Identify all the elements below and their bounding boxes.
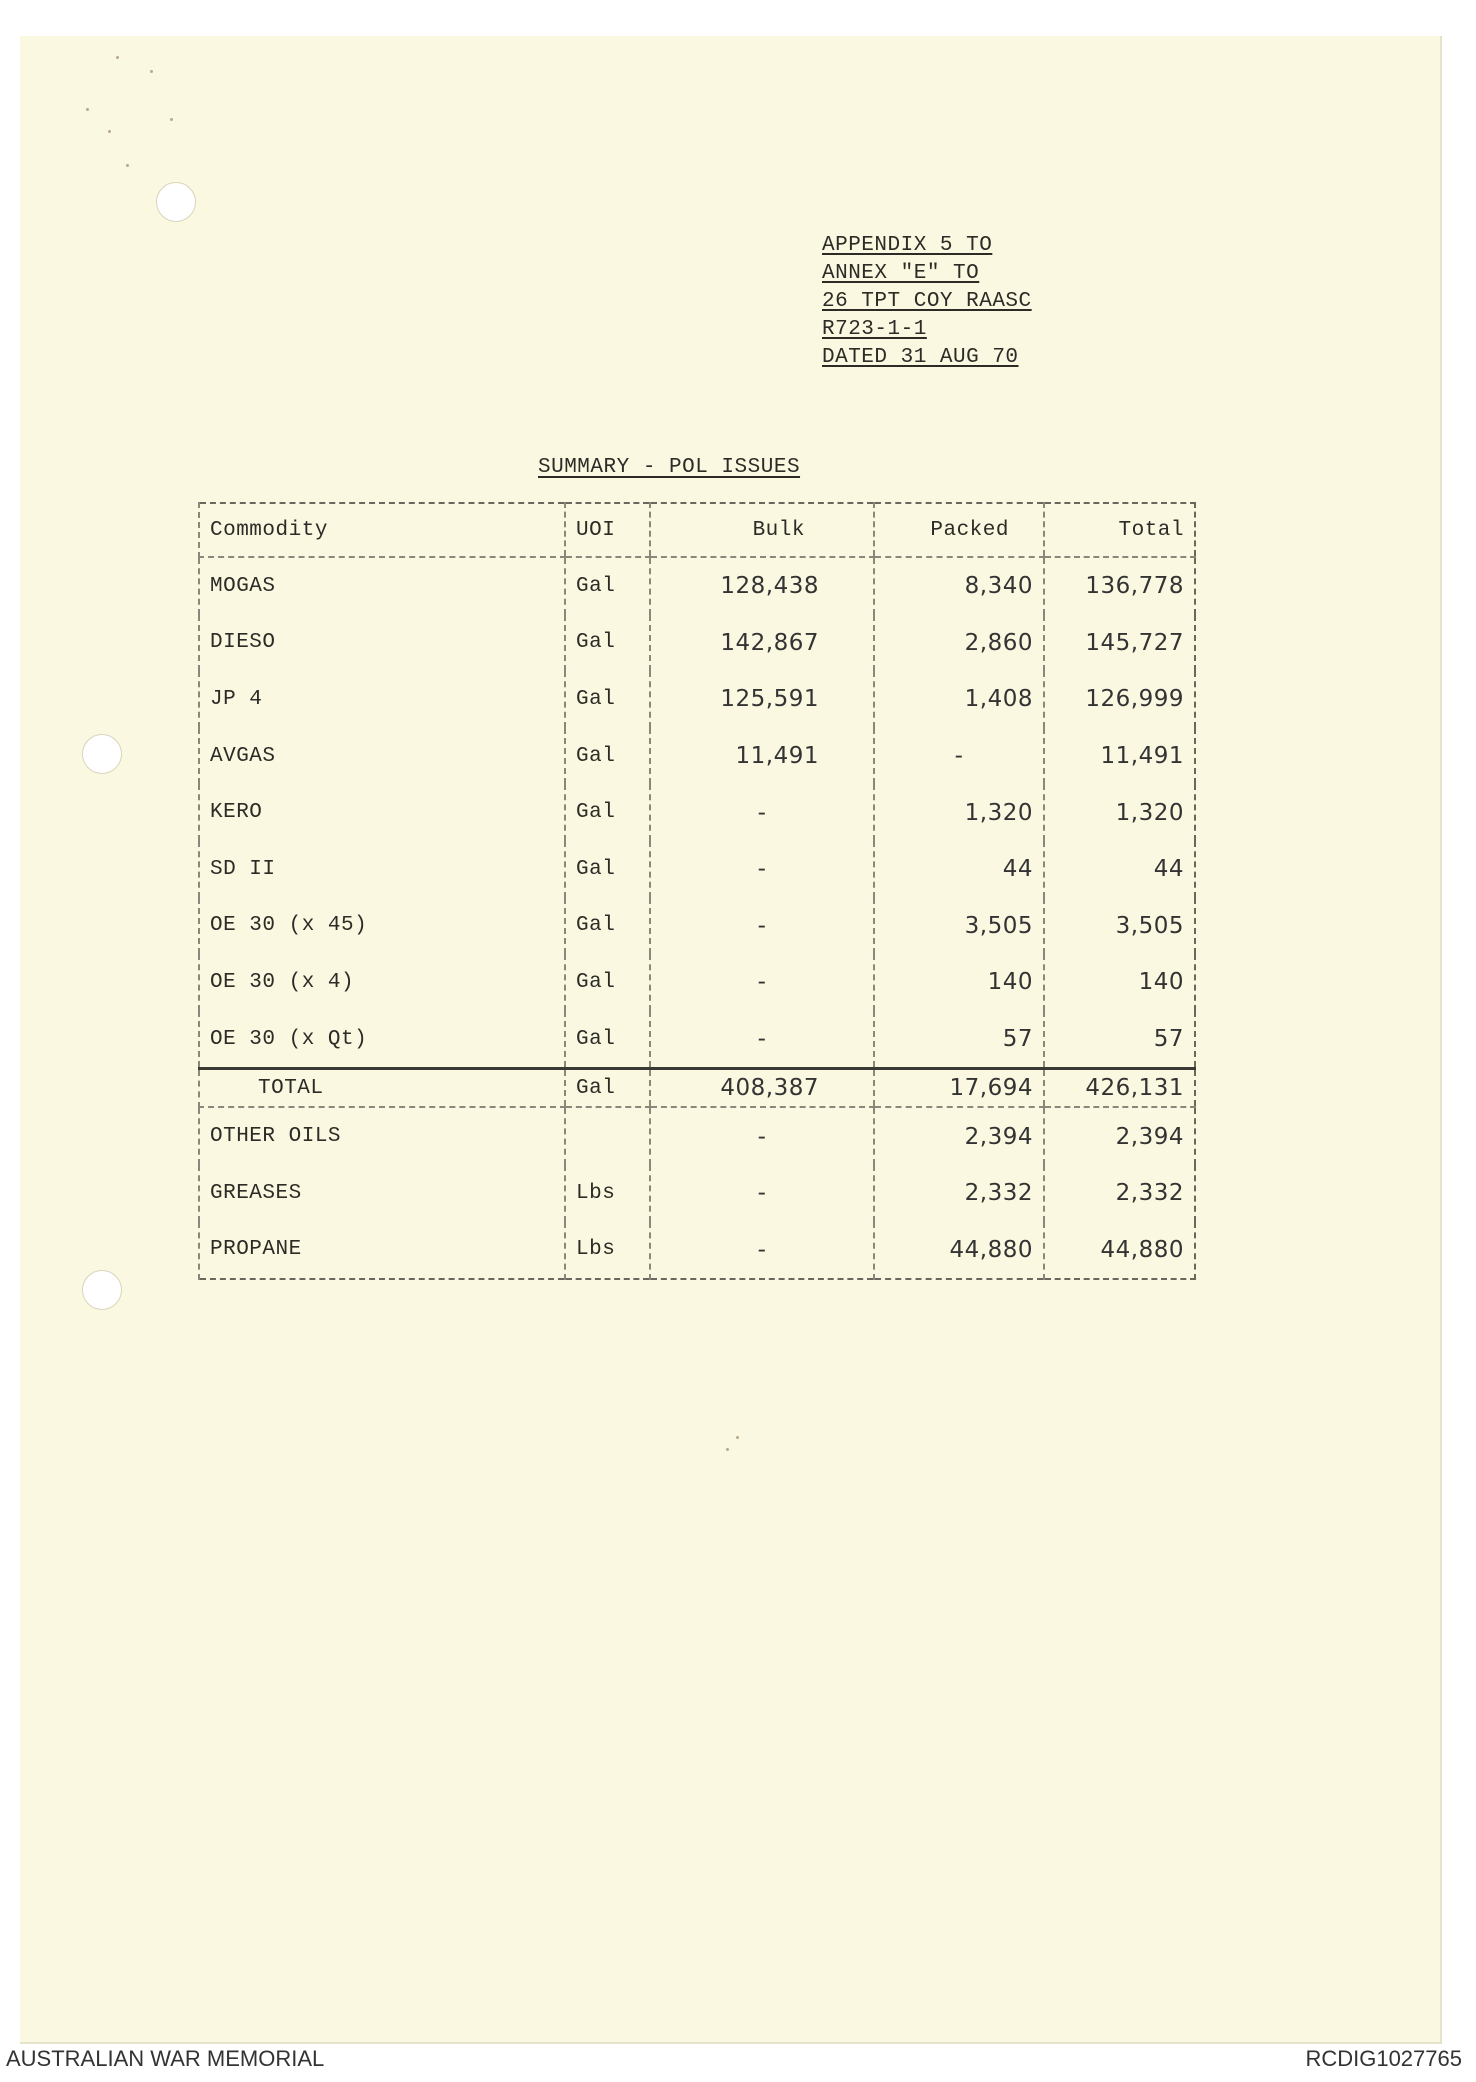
bulk-cell: - xyxy=(650,1222,874,1280)
speck xyxy=(86,108,89,111)
reference-line: ANNEX "E" TO xyxy=(822,262,980,285)
page-title: SUMMARY - POL ISSUES xyxy=(538,456,801,479)
packed-cell: 2,332 xyxy=(874,1165,1044,1222)
total-uoi: Gal xyxy=(565,1069,650,1108)
packed-cell: 2,394 xyxy=(874,1107,1044,1165)
speck xyxy=(108,130,111,133)
speck xyxy=(116,56,119,59)
uoi-cell: Gal xyxy=(565,615,650,672)
bulk-cell: 142,867 xyxy=(650,615,874,672)
packed-cell: 44,880 xyxy=(874,1222,1044,1280)
total-cell: 145,727 xyxy=(1044,615,1195,672)
reference-line: DATED 31 AUG 70 xyxy=(822,346,1019,369)
commodity-cell: GREASES xyxy=(199,1165,565,1222)
total-cell: 1,320 xyxy=(1044,784,1195,841)
column-header-commodity: Commodity xyxy=(199,503,565,557)
total-cell: 2,332 xyxy=(1044,1165,1195,1222)
bulk-cell: - xyxy=(650,1011,874,1069)
uoi-cell: Gal xyxy=(565,557,650,615)
commodity-cell: SD II xyxy=(199,841,565,898)
table-row xyxy=(199,1222,1195,1280)
commodity-cell: AVGAS xyxy=(199,728,565,785)
punch-hole xyxy=(82,734,122,774)
commodity-cell: KERO xyxy=(199,784,565,841)
punch-hole xyxy=(82,1270,122,1310)
commodity-cell: JP 4 xyxy=(199,671,565,728)
total-cell: 57 xyxy=(1044,1011,1195,1069)
bulk-cell: - xyxy=(650,841,874,898)
speck xyxy=(150,70,153,73)
table-row xyxy=(199,671,1195,728)
footer-record-id: RCDIG1027765 xyxy=(1305,2046,1462,2071)
packed-cell: 1,320 xyxy=(874,784,1044,841)
bulk-cell: - xyxy=(650,1165,874,1222)
bulk-cell: - xyxy=(650,954,874,1011)
total-cell: 140 xyxy=(1044,954,1195,1011)
commodity-cell: OTHER OILS xyxy=(199,1107,565,1165)
table-row xyxy=(199,1165,1195,1222)
reference-line: 26 TPT COY RAASC xyxy=(822,290,1032,313)
total-row xyxy=(199,1069,1195,1108)
bulk-cell: 128,438 xyxy=(650,557,874,615)
speck xyxy=(126,164,129,167)
bulk-cell: 125,591 xyxy=(650,671,874,728)
total-cell: 11,491 xyxy=(1044,728,1195,785)
bulk-cell: 11,491 xyxy=(650,728,874,785)
table-row xyxy=(199,728,1195,785)
commodity-cell: OE 30 (x Qt) xyxy=(199,1011,565,1069)
packed-cell: 2,860 xyxy=(874,615,1044,672)
table-row xyxy=(199,1107,1195,1165)
total-cell: 2,394 xyxy=(1044,1107,1195,1165)
bulk-cell: - xyxy=(650,784,874,841)
column-header-uoi: UOI xyxy=(565,503,650,557)
uoi-cell: Gal xyxy=(565,1011,650,1069)
uoi-cell: Gal xyxy=(565,841,650,898)
uoi-cell: Lbs xyxy=(565,1222,650,1280)
table-header-row xyxy=(199,503,1195,557)
bulk-cell: - xyxy=(650,1107,874,1165)
column-header-packed: Packed xyxy=(874,503,1044,557)
table-row xyxy=(199,841,1195,898)
column-header-total: Total xyxy=(1044,503,1195,557)
table-row xyxy=(199,954,1195,1011)
total-packed: 17,694 xyxy=(874,1069,1044,1108)
speck xyxy=(736,1436,739,1439)
uoi-cell xyxy=(565,1107,650,1165)
packed-cell: 57 xyxy=(874,1011,1044,1069)
table-row xyxy=(199,557,1195,615)
total-label: TOTAL xyxy=(199,1069,565,1108)
packed-cell: 140 xyxy=(874,954,1044,1011)
uoi-cell: Gal xyxy=(565,671,650,728)
table-row xyxy=(199,784,1195,841)
total-cell: 136,778 xyxy=(1044,557,1195,615)
uoi-cell: Gal xyxy=(565,728,650,785)
packed-cell: 44 xyxy=(874,841,1044,898)
total-cell: 3,505 xyxy=(1044,898,1195,955)
punch-hole xyxy=(156,182,196,222)
packed-cell: - xyxy=(874,728,1044,785)
reference-line: R723-1-1 xyxy=(822,318,927,341)
packed-cell: 1,408 xyxy=(874,671,1044,728)
reference-block xyxy=(822,232,1032,372)
table-row xyxy=(199,1011,1195,1069)
column-header-bulk: Bulk xyxy=(650,503,874,557)
commodity-cell: OE 30 (x 45) xyxy=(199,898,565,955)
table-row xyxy=(199,615,1195,672)
commodity-cell: PROPANE xyxy=(199,1222,565,1280)
packed-cell: 3,505 xyxy=(874,898,1044,955)
table-row xyxy=(199,898,1195,955)
total-cell: 126,999 xyxy=(1044,671,1195,728)
bulk-cell: - xyxy=(650,898,874,955)
pol-issues-table xyxy=(198,502,1196,1280)
total-bulk: 408,387 xyxy=(650,1069,874,1108)
speck xyxy=(170,118,173,121)
uoi-cell: Gal xyxy=(565,784,650,841)
packed-cell: 8,340 xyxy=(874,557,1044,615)
total-cell: 44 xyxy=(1044,841,1195,898)
total-cell: 44,880 xyxy=(1044,1222,1195,1280)
speck xyxy=(726,1448,729,1451)
uoi-cell: Gal xyxy=(565,898,650,955)
commodity-cell: MOGAS xyxy=(199,557,565,615)
grand-total: 426,131 xyxy=(1044,1069,1195,1108)
uoi-cell: Gal xyxy=(565,954,650,1011)
reference-line: APPENDIX 5 TO xyxy=(822,234,993,257)
commodity-cell: DIESO xyxy=(199,615,565,672)
uoi-cell: Lbs xyxy=(565,1165,650,1222)
commodity-cell: OE 30 (x 4) xyxy=(199,954,565,1011)
footer-archive-name: AUSTRALIAN WAR MEMORIAL xyxy=(6,2046,325,2071)
